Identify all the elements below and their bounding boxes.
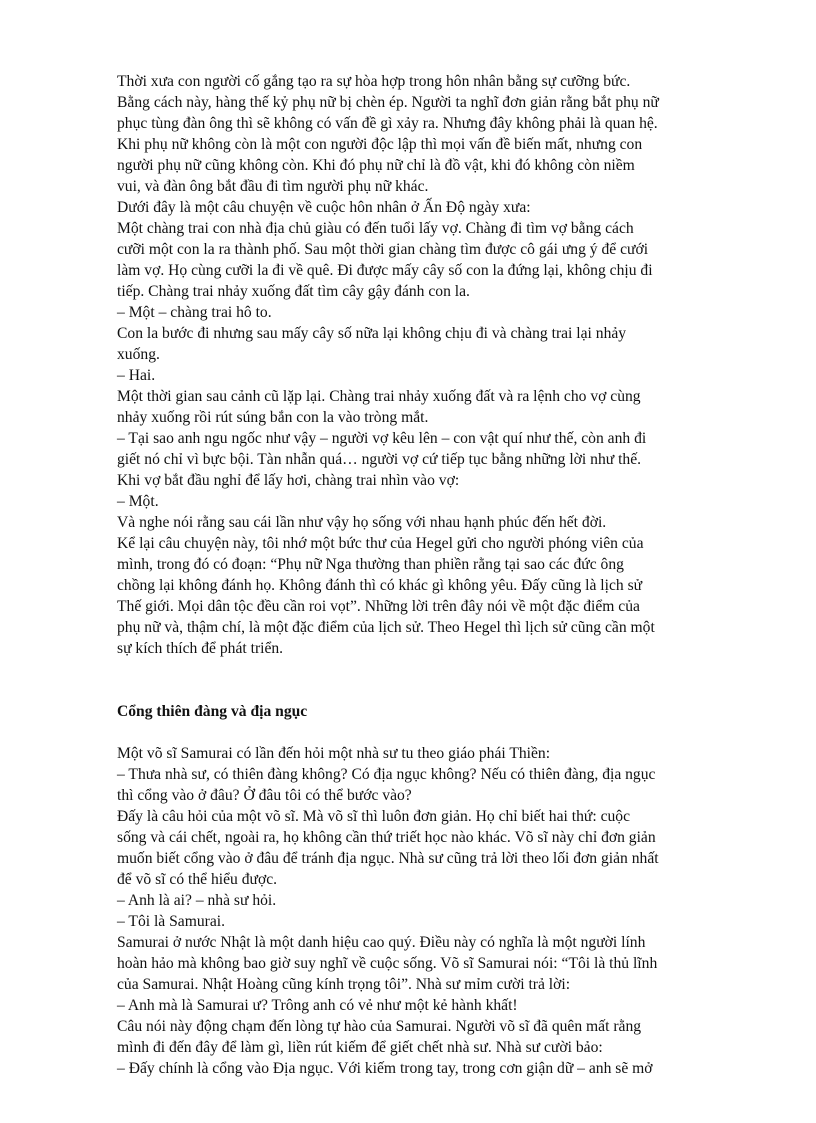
text-line: Câu nói này động chạm đến lòng tự hào của Samurai. Người võ sĩ đã quên mất rằng [117, 1018, 642, 1035]
text-line: – Anh mà là Samurai ư? Trông anh có vẻ như một kẻ hành khất! [117, 997, 518, 1014]
text-line: Khi vợ bắt đầu nghỉ để lấy hơi, chàng trai nhìn vào vợ: [117, 472, 460, 489]
essay-section-marriage [117, 71, 747, 659]
essay-section-heaven-hell [117, 743, 747, 1079]
text-line: Và nghe nói rằng sau cái lần như vậy họ sống với nhau hạnh phúc đến hết đời. [117, 514, 607, 531]
text-line: mình đi đến đây để làm gì, liền rút kiếm để giết chết nhà sư. Nhà sư cười bảo: [117, 1039, 603, 1056]
text-line: xuống. [117, 346, 160, 363]
text-line: của Samurai. Nhật Hoàng cũng kính trọng tôi”. Nhà sư mỉm cười trả lời: [117, 976, 571, 993]
text-line: sống và cái chết, ngoài ra, họ không cần thứ triết học nào khác. Võ sĩ này chỉ đơn giản [117, 829, 656, 846]
text-line: cưỡi một con la ra thành phố. Sau một thời gian chàng tìm được cô gái ưng ý để cưới [117, 241, 649, 258]
text-line: chồng lại không đánh họ. Không đánh thì có khác gì không yêu. Đấy cũng là lịch sử [117, 577, 643, 594]
text-line: – Thưa nhà sư, có thiên đàng không? Có địa ngục không? Nếu có thiên đàng, địa ngục [117, 766, 656, 783]
text-line: Kể lại câu chuyện này, tôi nhớ một bức thư của Hegel gửi cho người phóng viên của [117, 535, 644, 552]
section-heading: Cổng thiên đàng và địa ngục [117, 703, 308, 720]
document-page [117, 71, 747, 1079]
text-line: Bằng cách này, hàng thế kỷ phụ nữ bị chèn ép. Người ta nghĩ đơn giản rằng bắt phụ nữ [117, 94, 659, 111]
text-line: phụ nữ và, thậm chí, là một đặc điểm của lịch sử. Theo Hegel thì lịch sử cũng cần một [117, 619, 655, 636]
text-line: Con la bước đi nhưng sau mấy cây số nữa lại không chịu đi và chàng trai lại nhảy [117, 325, 627, 342]
text-line: – Hai. [117, 367, 156, 384]
text-line: – Tại sao anh ngu ngốc như vậy – người vợ kêu lên – con vật quí như thế, còn anh đi [117, 430, 647, 447]
text-line: – Anh là ai? – nhà sư hỏi. [117, 892, 277, 909]
text-line: Thời xưa con người cố gắng tạo ra sự hòa hợp trong hôn nhân bằng sự cưỡng bức. [117, 73, 631, 90]
text-line: Dưới đây là một câu chuyện về cuộc hôn nhân ở Ấn Độ ngày xưa: [117, 199, 531, 216]
text-line: – Một. [117, 493, 159, 510]
text-line: người phụ nữ cũng không còn. Khi đó phụ nữ chỉ là đồ vật, khi đó không còn niềm [117, 157, 635, 174]
text-line: – Một – chàng trai hô to. [117, 304, 272, 321]
text-line: Khi phụ nữ không còn là một con người độc lập thì mọi vấn đề biến mất, nhưng con [117, 136, 643, 153]
text-line: phục tùng đàn ông thì sẽ không có vấn đề gì xảy ra. Nhưng đây không phải là quan hệ. [117, 115, 658, 132]
text-line: – Đấy chính là cổng vào Địa ngục. Với kiếm trong tay, trong cơn giận dữ – anh sẽ mở [117, 1060, 653, 1077]
text-line: muốn biết cổng vào ở đâu để tránh địa ngục. Nhà sư cũng trả lời theo lối đơn giản nhất [117, 850, 659, 867]
text-line: sự kích thích để phát triển. [117, 640, 284, 657]
text-line: mình, trong đó có đoạn: “Phụ nữ Nga thường than phiền rằng tại sao các đức ông [117, 556, 624, 573]
text-line: Một thời gian sau cảnh cũ lặp lại. Chàng trai nhảy xuống đất và ra lệnh cho vợ cùng [117, 388, 641, 405]
text-line: – Tôi là Samurai. [117, 913, 225, 930]
text-line: Một chàng trai con nhà địa chủ giàu có đến tuổi lấy vợ. Chàng đi tìm vợ bằng cách [117, 220, 634, 237]
text-line: thì cổng vào ở đâu? Ở đâu tôi có thể bước vào? [117, 787, 412, 804]
text-line: Samurai ở nước Nhật là một danh hiệu cao quý. Điều này có nghĩa là một người lính [117, 934, 646, 951]
section-spacer [117, 659, 747, 701]
text-line: tiếp. Chàng trai nhảy xuống đất tìm cây gậy đánh con la. [117, 283, 470, 300]
text-line: Thế giới. Mọi dân tộc đều cần roi vọt”. Những lời trên đây nói về một đặc điểm của [117, 598, 640, 615]
text-line: Đấy là câu hỏi của một võ sĩ. Mà võ sĩ thì luôn đơn giản. Họ chỉ biết hai thứ: cuộc [117, 808, 631, 825]
text-line: giết nó chỉ vì bực bội. Tàn nhẫn quá… người vợ cứ tiếp tục bằng những lời như thế. [117, 451, 642, 468]
heading-spacer [117, 722, 747, 743]
text-line: nhảy xuống rồi rút súng bắn con la vào tròng mắt. [117, 409, 429, 426]
text-line: để võ sĩ có thể hiểu được. [117, 871, 278, 888]
text-line: Một võ sĩ Samurai có lần đến hỏi một nhà sư tu theo giáo phái Thiền: [117, 745, 551, 762]
text-line: làm vợ. Họ cùng cưỡi la đi về quê. Đi được mấy cây số con la đứng lại, không chịu đi [117, 262, 653, 279]
text-line: hoàn hảo mà không bao giờ suy nghĩ về cuộc sống. Võ sĩ Samurai nói: “Tôi là thủ lĩnh [117, 955, 658, 972]
text-line: vui, và đàn ông bắt đầu đi tìm người phụ nữ khác. [117, 178, 429, 195]
